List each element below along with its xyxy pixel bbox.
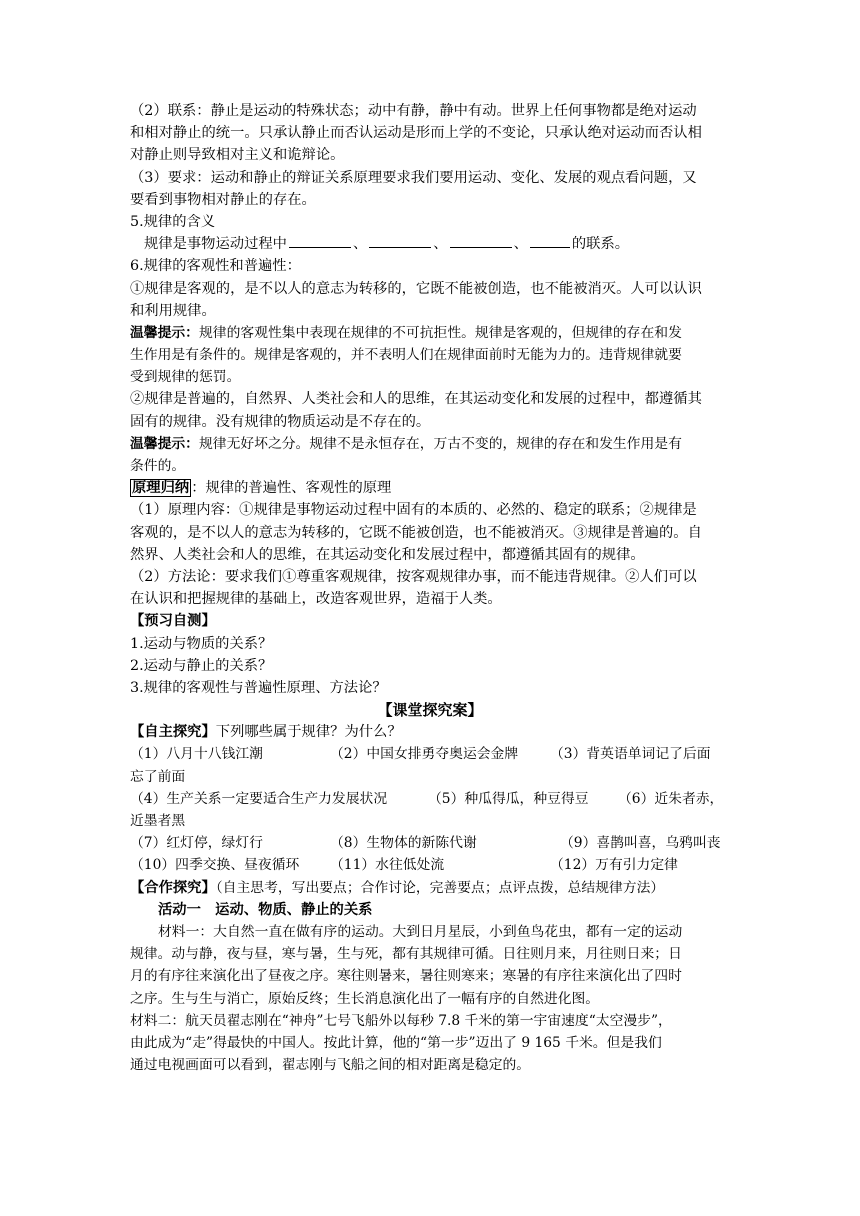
option-item: （1）八月十八钱江潮 <box>130 746 263 763</box>
text-line: 受到规律的惩罚。 <box>130 369 241 386</box>
option-item: （9）喜鹊叫喜，乌鸦叫丧 <box>560 835 721 852</box>
text-fragment: （自主思考，写出要点；合作讨论，完善要点；点评点拨，总结规律方法） <box>215 879 665 896</box>
options-row <box>130 810 730 832</box>
text-line: ①规律是客观的，是不以人的意志为转移的，它既不能被创造，也不能被消灭。人可以认识 <box>130 280 702 297</box>
text-line: 固有的规律。没有规律的物质运动是不存在的。 <box>130 413 431 430</box>
text-line: 对静止则导致相对主义和诡辩论。 <box>130 147 345 164</box>
blank-field[interactable] <box>450 233 512 248</box>
options-row <box>130 854 730 876</box>
blank-field[interactable] <box>530 233 570 248</box>
text-line: 然界、人类社会和人的思维，在其运动变化和发展过程中，都遵循其固有的规律。 <box>130 546 645 563</box>
question-item: 1.运动与物质的关系？ <box>130 635 273 652</box>
blank-field[interactable] <box>289 233 351 248</box>
inquiry-label: 【合作探究】 <box>130 879 216 896</box>
section-heading: 【预习自测】 <box>130 613 216 630</box>
options-row <box>130 788 730 810</box>
text-line: 通过电视画面可以看到，翟志刚与飞船之间的相对距离是稳定的。 <box>130 1057 531 1074</box>
principle-label: 原理归纳 <box>132 480 190 497</box>
section-heading: 5.规律的含义 <box>130 213 216 230</box>
text-line: 客观的，是不以人的意志为转移的，它既不能被创造，也不能被消灭。③规律是普遍的。自 <box>130 524 702 541</box>
options-row <box>130 766 730 788</box>
text-fragment: 、 <box>352 236 368 253</box>
text-line: 和利用规律。 <box>130 302 216 319</box>
option-item: （6）近朱者赤， <box>618 790 724 807</box>
text-fragment: 的联系。 <box>571 236 630 253</box>
text-fragment: 规律的客观性集中表现在规律的不可抗拒性。规律是客观的，但规律的存在和发 <box>198 324 682 341</box>
text-line: 之序。生与生与消亡，原始反终；生长消息演化出了一幅有序的自然进化图。 <box>130 990 600 1007</box>
tip-label: 温馨提示： <box>130 324 199 341</box>
text-line: 要看到事物相对静止的存在。 <box>130 191 316 208</box>
document-page <box>130 100 730 1076</box>
activity-heading: 活动一 运动、物质、静止的关系 <box>158 901 373 918</box>
text-fragment: 规律无好坏之分。规律不是永恒存在，万古不变的，规律的存在和发生作用是有 <box>198 435 682 452</box>
text-line: 材料一：大自然一直在做有序的运动。大到日月星辰，小到鱼鸟花虫，都有一定的运动 <box>158 923 683 940</box>
text-line: 规律。动与静，夜与昼，寒与暑，生与死，都有其规律可循。日往则月来，月往则日来；日 <box>130 946 682 963</box>
question-item: 3.规律的客观性与普遍性原理、方法论？ <box>130 679 387 696</box>
inquiry-line <box>130 877 730 899</box>
text-fragment: ：规律的普遍性、客观性的原理 <box>191 480 392 497</box>
text-line: ②规律是普遍的，自然界、人类社会和人的思维，在其运动变化和发展的过程中，都遵循其 <box>130 391 702 408</box>
blank-field[interactable] <box>369 233 431 248</box>
options-row <box>130 832 730 854</box>
text-line: （1）原理内容：①规律是事物运动过程中固有的本质的、必然的、稳定的联系；②规律是 <box>130 502 697 519</box>
text-line: 由此成为“走”得最快的中国人。按此计算，他的“第一步”迈出了 9 165 千米。但是我们 <box>130 1034 662 1051</box>
tip-label: 温馨提示： <box>130 435 199 452</box>
text-line: 在认识和把握规律的基础上，改造客观世界，造福于人类。 <box>130 591 502 608</box>
option-item: 近墨者黑 <box>130 813 186 829</box>
text-line: 材料二：航天员翟志刚在“神舟”七号飞船外以每秒 7.8 千米的第一宇宙速度“太空漫步”， <box>130 1012 672 1029</box>
option-item: （5）种瓜得瓜，种豆得豆 <box>428 790 589 807</box>
option-item: （12）万有引力定律 <box>550 857 678 874</box>
option-item: （4）生产关系一定要适合生产力发展状况 <box>130 790 388 807</box>
text-line: 月的有序往来演化出了昼夜之序。寒往则暑来，暑往则寒来；寒暑的有序往来演化出了四时 <box>130 968 682 985</box>
options-row <box>130 743 730 765</box>
text-fragment: 下列哪些属于规律？为什么？ <box>215 724 402 741</box>
text-line: （2）联系：静止是运动的特殊状态；动中有静，静中有动。世界上任何事物都是绝对运动 <box>130 103 697 119</box>
option-item: （7）红灯停，绿灯行 <box>130 835 263 852</box>
option-item: （3）背英语单词记了后面 <box>550 746 711 763</box>
text-line: 条件的。 <box>130 458 186 474</box>
text-fragment: 、 <box>513 236 528 253</box>
option-item: （2）中国女排勇夺奥运会金牌 <box>330 746 519 763</box>
option-item: （8）生物体的新陈代谢 <box>330 835 477 852</box>
option-item: （10）四季交换、昼夜循环 <box>130 857 300 874</box>
text-fragment: 规律是事物运动过程中 <box>144 236 287 253</box>
tip-line <box>130 433 730 455</box>
fill-blank-line <box>130 233 730 255</box>
section-heading: 6.规律的客观性和普遍性： <box>130 258 301 275</box>
text-line: 和相对静止的统一。只承认静止而否认运动是形而上学的不变论，只承认绝对运动而否认相 <box>130 125 702 142</box>
section-title: 【课堂探究案】 <box>377 701 483 720</box>
tip-line <box>130 322 730 344</box>
principle-line <box>130 477 730 499</box>
inquiry-line <box>130 721 730 743</box>
text-fragment: 、 <box>433 236 448 253</box>
option-item: 忘了前面 <box>130 768 186 785</box>
question-item: 2.运动与静止的关系？ <box>130 657 273 674</box>
inquiry-label: 【自主探究】 <box>130 724 216 741</box>
text-line: （3）要求：运动和静止的辩证关系原理要求我们要用运动、变化、发展的观点看问题，又 <box>130 169 697 186</box>
text-line: （2）方法论：要求我们①尊重客观规律，按客观规律办事，而不能违背规律。②人们可以 <box>130 568 697 585</box>
text-line: 生作用是有条件的。规律是客观的，并不表明人们在规律面前时无能为力的。违背规律就要 <box>130 347 682 364</box>
option-item: （11）水往低处流 <box>330 857 445 874</box>
